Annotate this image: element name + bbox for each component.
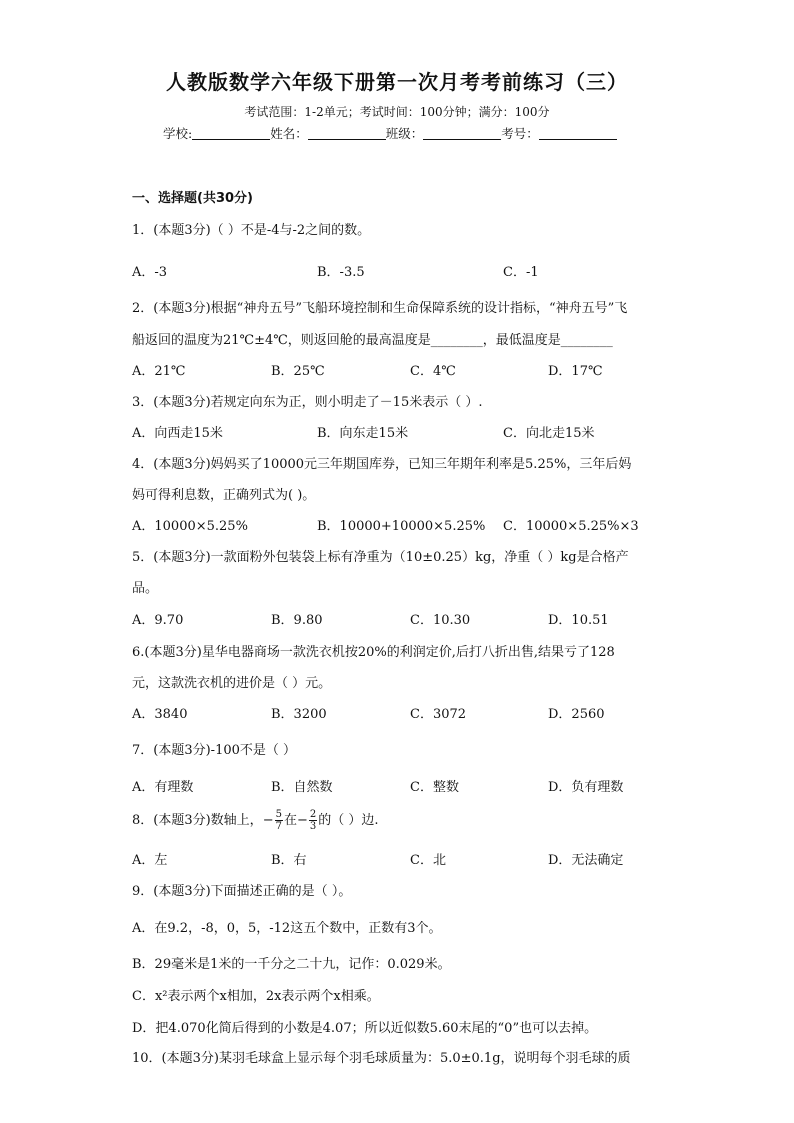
q1-option-a[interactable]: A．-3 — [132, 265, 168, 280]
q4-option-a[interactable]: A．10000×5.25% — [132, 519, 248, 534]
question-2-line-2: 船返回的温度为21℃±4℃，则返回舱的最高温度是________，最低温度是________ — [132, 333, 613, 348]
question-1: 1．(本题3分)（ ）不是-4与-2之间的数。 — [132, 223, 371, 238]
q7-option-c[interactable]: C．整数 — [410, 780, 459, 795]
q2-option-d[interactable]: D．17℃ — [548, 364, 603, 379]
question-6-line-2: 元，这款洗衣机的进价是（ ）元。 — [132, 676, 332, 691]
school-label: 学校: — [163, 126, 193, 141]
question-8 — [132, 808, 379, 834]
q6-option-b[interactable]: B．3200 — [271, 707, 327, 722]
question-5-line-1: 5．(本题3分)一款面粉外包装袋上标有净重为（10±0.25）kg，净重（ ）kg是合格产 — [132, 550, 629, 565]
q8-minus-sign-2: − — [296, 813, 308, 828]
fraction-two-thirds — [309, 809, 317, 832]
q6-option-c[interactable]: C．3072 — [410, 707, 467, 722]
question-4-line-2: 妈可得利息数，正确列式为( )。 — [132, 488, 316, 503]
q8-option-d[interactable]: D．无法确定 — [548, 853, 624, 868]
question-10-line-1: 10．(本题3分)某羽毛球盒上显示每个羽毛球质量为：5.0±0.1g，说明每个羽毛球的质 — [132, 1051, 631, 1066]
q1-option-b[interactable]: B．-3.5 — [317, 265, 365, 280]
student-info-line — [163, 124, 617, 142]
q5-option-a[interactable]: A．9.70 — [132, 613, 184, 628]
q9-option-d[interactable]: D．把4.070化简后得到的小数是4.07；所以近似数5.60末尾的“0”也可以去掉。 — [132, 1021, 598, 1036]
q7-option-d[interactable]: D．负有理数 — [548, 780, 624, 795]
q8-minus-sign-1: − — [262, 813, 274, 828]
fraction-numerator: 2 — [309, 809, 317, 820]
q9-option-a[interactable]: A．在9.2，-8，0，5，-12这五个数中，正数有3个。 — [132, 921, 442, 936]
number-label: 考号： — [501, 126, 539, 141]
question-6-line-1: 6.(本题3分)星华电器商场一款洗衣机按20%的利润定价,后打八折出售,结果亏了128 — [132, 645, 615, 660]
q8-prefix: 8．(本题3分)数轴上， — [132, 813, 263, 828]
question-7: 7．(本题3分)-100不是（ ） — [132, 743, 297, 758]
fraction-denominator: 3 — [309, 821, 317, 832]
question-3: 3．(本题3分)若规定向东为正，则小明走了－15米表示（ ）. — [132, 395, 483, 410]
q2-option-b[interactable]: B．25℃ — [271, 364, 325, 379]
q8-option-c[interactable]: C．北 — [410, 853, 446, 868]
section-heading: 一、选择题(共30分) — [132, 191, 253, 206]
fraction-denominator: 7 — [275, 821, 282, 832]
class-label: 班级： — [385, 126, 424, 141]
number-field[interactable] — [539, 127, 617, 140]
q8-middle: 在 — [283, 813, 297, 828]
q6-option-d[interactable]: D．2560 — [548, 707, 605, 722]
q8-suffix: 的（ ）边. — [318, 813, 379, 828]
q3-option-b[interactable]: B．向东走15米 — [317, 426, 409, 441]
q4-option-b[interactable]: B．10000+10000×5.25% — [317, 519, 486, 534]
q9-option-c[interactable]: C．x²表示两个x相加，2x表示两个x相乘。 — [132, 989, 380, 1004]
q6-option-a[interactable]: A．3840 — [132, 707, 188, 722]
q3-option-c[interactable]: C．向北走15米 — [503, 426, 595, 441]
name-field[interactable] — [308, 127, 386, 140]
exam-info: 考试范围：1-2单元；考试时间：100分钟；满分：100分 — [244, 105, 550, 119]
question-4-line-1: 4．(本题3分)妈妈买了10000元三年期国库券，已知三年期年利率是5.25%，三年后妈 — [132, 457, 632, 472]
name-label: 姓名： — [270, 126, 308, 141]
q5-option-c[interactable]: C．10.30 — [410, 613, 471, 628]
school-field[interactable] — [192, 127, 270, 140]
q9-option-b[interactable]: B．29毫米是1米的一千分之二十九，记作：0.029米。 — [132, 957, 451, 972]
q3-option-a[interactable]: A．向西走15米 — [132, 426, 223, 441]
fraction-five-sevenths — [275, 809, 283, 832]
q7-option-b[interactable]: B．自然数 — [271, 780, 333, 795]
question-2-line-1: 2．(本题3分)根据“神舟五号”飞船环境控制和生命保障系统的设计指标，“神舟五号”飞 — [132, 301, 628, 316]
question-5-line-2: 品。 — [132, 581, 159, 596]
q8-option-b[interactable]: B．右 — [271, 853, 307, 868]
page-title: 人教版数学六年级下册第一次月考考前练习（三） — [166, 70, 628, 94]
class-field[interactable] — [423, 127, 501, 140]
q5-option-d[interactable]: D．10.51 — [548, 613, 609, 628]
q2-option-c[interactable]: C．4℃ — [410, 364, 456, 379]
q1-option-c[interactable]: C．-1 — [503, 265, 539, 280]
fraction-numerator: 5 — [275, 809, 282, 820]
q8-option-a[interactable]: A．左 — [132, 853, 168, 868]
q2-option-a[interactable]: A．21℃ — [132, 364, 186, 379]
question-9: 9．(本题3分)下面描述正确的是（ ）。 — [132, 884, 352, 899]
q5-option-b[interactable]: B．9.80 — [271, 613, 323, 628]
q7-option-a[interactable]: A．有理数 — [132, 780, 194, 795]
q4-option-c[interactable]: C．10000×5.25%×3 — [503, 519, 639, 534]
